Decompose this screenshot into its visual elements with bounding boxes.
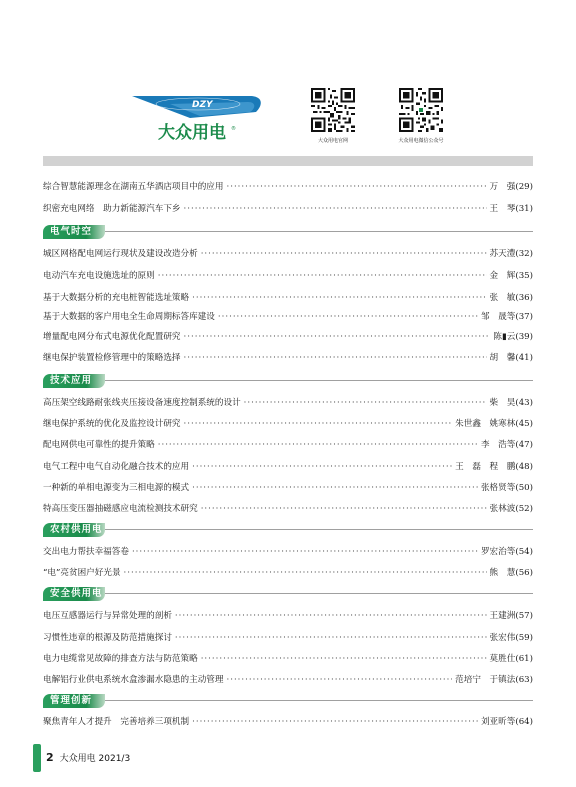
qr-code-wechat [399,88,443,132]
entry-author: 熊 慧 [489,568,516,578]
toc-entry[interactable] [43,566,533,580]
toc-entry[interactable] [43,502,533,516]
entry-title: 基于大数据分析的充电桩智能选址策略 [43,293,190,303]
toc-entry[interactable] [43,291,533,305]
entry-title: 习惯性违章的根源及防范措施探讨 [43,633,172,643]
entry-title: 继电保护系统的优化及监控设计研究 [43,419,181,429]
section-title: 电气时空 [43,225,105,239]
entry-page: (59) [515,633,533,643]
entry-page: (29) [515,182,533,192]
dot-leader [201,652,487,666]
entry-author: 万 强 [489,182,516,192]
entry-title: 综合智慧能源理念在湖南五华酒店项目中的应用 [43,182,224,192]
entry-title: 交出电力帮扶幸福答卷 [43,547,129,557]
entry-author: 李 浩等 [480,440,516,450]
dot-leader [184,330,491,344]
dot-leader [184,351,487,365]
toc-entry[interactable] [43,631,533,645]
dot-leader [226,180,486,194]
logo-dzy-text: DZY [192,100,213,110]
entry-page: (56) [515,568,533,578]
entry-title: 电解铝行业供电系统水盒渗漏水隐患的主动管理 [43,675,224,685]
dot-leader [244,396,487,410]
toc-entry[interactable] [43,180,533,194]
toc-entry[interactable] [43,652,533,666]
svg-text:®: ® [231,126,236,132]
dot-leader [175,631,487,645]
section-title: 农村供用电 [43,523,105,537]
entry-author: 莫胜仕 [489,654,516,664]
entry-page: (45) [515,419,533,429]
dot-leader [201,502,487,516]
entry-page: (41) [515,353,533,363]
entry-title: 特高压变压器抽磁感应电流检测技术研究 [43,504,198,514]
dot-leader [132,545,478,559]
entry-page: (35) [515,271,533,281]
section-header-safe-power [43,587,533,601]
entry-page: (31) [515,204,533,214]
toc-entry[interactable] [43,481,533,495]
entry-author: 柴 昊 [489,398,516,408]
section-header-management-innovation [43,694,533,708]
section-rule [105,380,533,381]
entry-page: (61) [515,654,533,664]
entry-page: (48) [515,462,533,472]
entry-page: (57) [515,611,533,621]
toc-entry[interactable] [43,396,533,410]
dot-leader [158,438,478,452]
entry-page: (64) [515,717,533,727]
dot-leader [184,417,453,431]
entry-author: 王 琴 [489,204,516,214]
entry-title: 一种新的单相电源变为三相电源的模式 [43,483,190,493]
logo-brand-name: 大众用电 [158,123,226,143]
journal-logo [130,82,270,152]
section-rule [105,593,533,594]
toc-entry[interactable] [43,715,533,729]
dot-leader [175,609,487,623]
toc-entry[interactable] [43,247,533,261]
journal-issue: 大众用电 2021/3 [59,754,131,764]
section-title: 管理创新 [43,694,105,708]
entry-page: (37) [515,312,533,322]
toc-entry[interactable] [43,545,533,559]
footer-accent-bar [33,744,41,772]
section-rule [105,529,533,530]
entry-title: 基于大数据的客户用电全生命周期标答库建设 [43,312,215,322]
section-header-tech-application [43,374,533,388]
toc-entry[interactable] [43,330,533,344]
entry-page: (52) [515,504,533,514]
entry-author: 苏天澧 [489,249,516,259]
header-divider [43,156,533,166]
entry-page: (39) [515,332,533,342]
entry-author: 胡 馨 [489,353,516,363]
section-rule [105,231,533,232]
entry-author: 张宏伟 [489,633,516,643]
section-header-electric-space [43,225,533,239]
entry-page: (63) [515,675,533,685]
dot-leader [201,247,487,261]
entry-page: (50) [515,483,533,493]
entry-author: 张 敏 [489,293,516,303]
entry-page: (36) [515,293,533,303]
entry-author: 王 磊 程 鹏 [455,462,516,472]
entry-title: 高压架空线路耐张线夹压接设备速度控制系统的设计 [43,398,241,408]
dot-leader [218,310,478,324]
entry-author: 刘亚昕等 [480,717,516,727]
entry-author: 张格贤等 [480,483,516,493]
entry-author: 金 辉 [489,271,516,281]
entry-author: 朱世鑫 姚寒林 [455,419,516,429]
entry-title: 电力电缆常见故障的排查方法与防范策略 [43,654,198,664]
entry-title: 聚焦青年人才提升 完善培养三项机制 [43,717,190,727]
entry-author: 王建洲 [489,611,516,621]
entry-title: 继电保护装置检修管理中的策略选择 [43,353,181,363]
entry-title: 电气工程中电气自动化融合技术的应用 [43,462,190,472]
dot-leader [192,460,452,474]
entry-author: 罗宏治等 [480,547,516,557]
logo-graphic [130,82,270,152]
entry-page: (47) [515,440,533,450]
entry-title: 电压互感器运行与异常处理的剖析 [43,611,172,621]
entry-author: 陈▮云 [493,332,516,342]
qr-caption-wechat: 大众用电微信公众号 [398,138,444,144]
dot-leader [158,269,487,283]
entry-author: 张林波 [489,504,516,514]
toc-entry[interactable] [43,310,533,324]
dot-leader [192,715,478,729]
section-title: 安全供用电 [43,587,105,601]
qr-code-website [311,88,355,132]
entry-page: (54) [515,547,533,557]
toc-entry[interactable] [43,269,533,283]
entry-author: 邹 晟等 [480,312,516,322]
section-header-rural-power [43,523,533,537]
dot-leader [184,202,487,216]
entry-title: 城区网格配电网运行现状及建设改造分析 [43,249,198,259]
page-number: 2 [46,751,54,764]
qr-caption-website: 大众用电官网 [317,138,348,144]
entry-page: (32) [515,249,533,259]
entry-title: 电动汽车充电设施选址的原则 [43,271,155,281]
dot-leader [192,481,478,495]
entry-page: (43) [515,398,533,408]
entry-title: 织密充电网络 助力新能源汽车下乡 [43,204,181,214]
toc-entry[interactable] [43,202,533,216]
entry-author: 范培宁 于镇法 [455,675,516,685]
section-rule [105,700,533,701]
entry-title: 配电网供电可靠性的提升策略 [43,440,155,450]
toc-entry[interactable] [43,351,533,365]
page-footer [46,751,130,764]
toc-entry[interactable] [43,673,533,687]
entry-title: 增量配电网分布式电源优化配置研究 [43,332,181,342]
dot-leader [192,291,486,305]
section-title: 技术应用 [43,374,105,388]
dot-leader [124,566,487,580]
toc-entry[interactable] [43,460,533,474]
dot-leader [226,673,452,687]
toc-entry[interactable] [43,609,533,623]
toc-entry[interactable] [43,438,533,452]
entry-title: “电”亮贫困户好光景 [43,568,121,578]
toc-entry[interactable] [43,417,533,431]
